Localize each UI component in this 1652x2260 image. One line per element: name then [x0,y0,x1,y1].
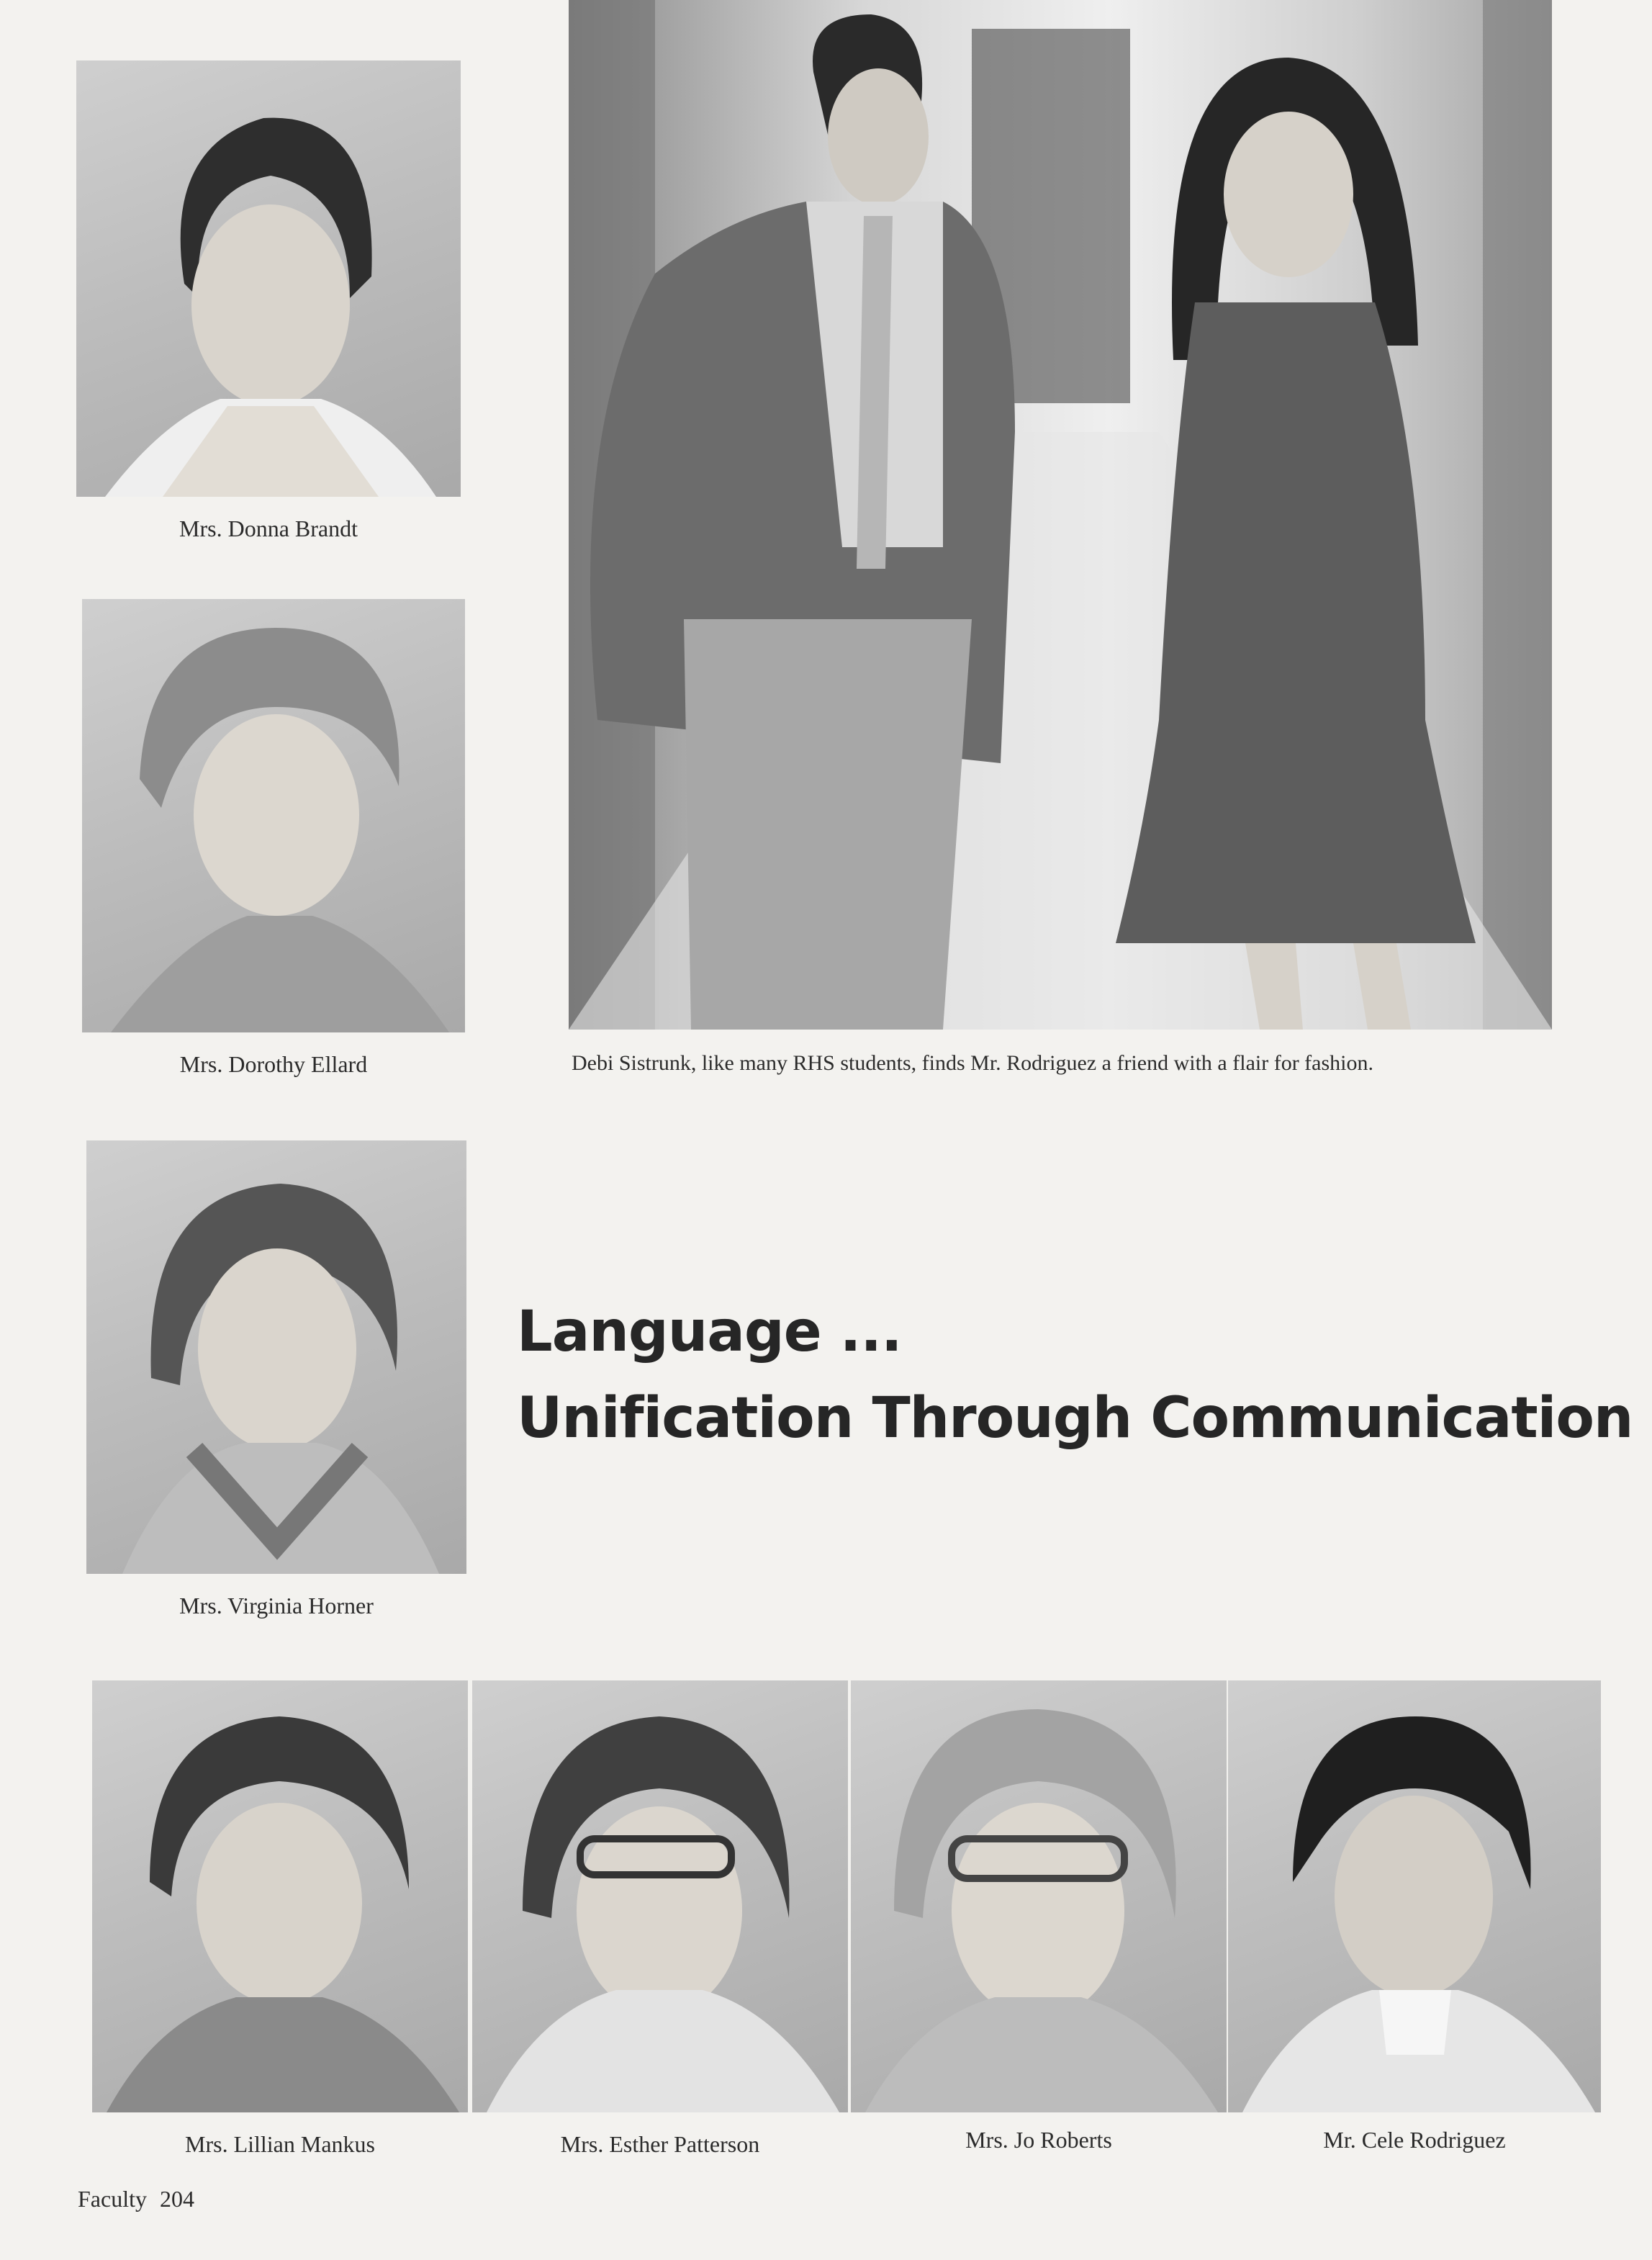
portrait-photo-horner [86,1140,466,1574]
portrait-caption-patterson: Mrs. Esther Patterson [560,2131,760,2157]
portrait-photo-rodriguez [1228,1680,1601,2112]
portrait-caption-roberts: Mrs. Jo Roberts [965,2127,1112,2153]
feature-photo-caption: Debi Sistrunk, like many RHS students, finds Mr. Rodriguez a friend with a flair for fashion. [572,1051,1373,1075]
portrait-caption-ellard: Mrs. Dorothy Ellard [179,1051,368,1077]
portrait-photo-patterson [472,1680,848,2112]
portrait-caption-brandt: Mrs. Donna Brandt [179,516,358,541]
portrait-caption-rodriguez: Mr. Cele Rodriguez [1323,2127,1506,2153]
footer-page-number: 204 [159,2186,194,2212]
portrait-caption-horner: Mrs. Virginia Horner [179,1593,374,1619]
portrait-caption-mankus: Mrs. Lillian Mankus [185,2131,375,2157]
footer-section: Faculty [78,2186,147,2212]
portrait-photo-mankus [92,1680,468,2112]
feature-photo-hallway [569,0,1552,1030]
page-footer [78,2186,207,2212]
headline-line-2: Unification Through Communication [517,1386,1633,1451]
portrait-photo-roberts [851,1680,1227,2112]
headline-line-1: Language ... [517,1300,902,1364]
portrait-photo-brandt [76,60,461,497]
page-headline [517,1289,1633,1462]
portrait-photo-ellard [82,599,465,1032]
